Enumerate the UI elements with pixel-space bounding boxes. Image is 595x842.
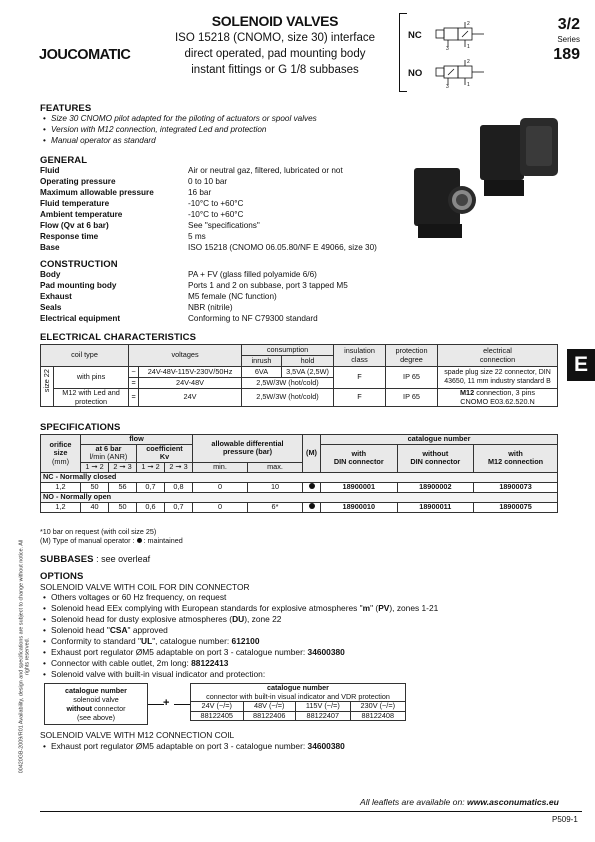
- footer-note: All leaflets are available on: www.asconumatics.eu: [360, 797, 559, 807]
- catalogue-box-connector: catalogue number connector with built-in visual indicator and VDR protection 24V (~/=) 48V (~/=) 115V (~/=) 230V (~/=) 88122405 88122406 88122407 88122408: [190, 683, 406, 721]
- construction-value: PA + FV (glass filled polyamide 6/6): [188, 270, 317, 280]
- general-value: Air or neutral gaz, filtered, lubricated or not: [188, 166, 343, 176]
- svg-text:3: 3: [446, 84, 449, 90]
- general-label: Base: [40, 242, 60, 252]
- subtitle-3: instant fittings or G 1/8 subbases: [191, 63, 359, 76]
- dc-voltages: 24V-48V: [139, 378, 242, 389]
- electrical-title: ELECTRICAL CHARACTERISTICS: [40, 332, 197, 343]
- option-item: • Solenoid valve with built-in visual indicator and protection:: [40, 669, 438, 680]
- specifications-table: [40, 434, 558, 513]
- header-title-block: [165, 13, 385, 78]
- r1-insulation: F: [334, 367, 386, 389]
- valve-symbol-icon: [432, 19, 494, 91]
- series-number: 189: [553, 45, 580, 63]
- th-flow: flow: [81, 435, 193, 445]
- construction-value: NBR (nitrile): [188, 303, 233, 313]
- subtitle-1: ISO 15218 (CNOMO, size 30) interface: [174, 31, 376, 44]
- section-tab-e: E: [567, 349, 595, 381]
- th-min: min.: [193, 462, 248, 472]
- general-list: [40, 166, 428, 253]
- option-item: • Solenoid head EEx complying with European standards for explosive atmospheres "m" (PV), zones 1-21: [40, 603, 438, 614]
- table-row-no: 1,2 40 50 0,6 0,7 0 6* 18900010 18900011 18900075: [41, 502, 558, 512]
- r2-insulation: F: [334, 389, 386, 407]
- general-label: Response time: [40, 231, 99, 241]
- r1-connection: spade plug size 22 connector, DIN 43650, 11 mm industry standard B: [438, 367, 558, 389]
- features-title: FEATURES: [40, 103, 92, 114]
- svg-text:1: 1: [467, 44, 470, 50]
- electrical-table: [40, 344, 558, 407]
- no-label: NO: [408, 68, 423, 79]
- th-voltages: voltages: [129, 345, 242, 367]
- feature-item: • Size 30 CNOMO pilot adapted for the piloting of actuators or spool valves: [40, 114, 317, 125]
- svg-text:1: 1: [467, 82, 470, 88]
- th-electrical: electrical connection: [438, 345, 558, 367]
- th-kv: coefficient Kv: [137, 445, 193, 463]
- options-subtitle-m12: SOLENOID VALVE WITH M12 CONNECTION COIL: [40, 730, 235, 740]
- th-hold: hold: [282, 356, 334, 367]
- series-label: Series: [557, 35, 580, 45]
- series-block: [530, 15, 580, 64]
- options-section: [40, 571, 438, 680]
- dc-consumption: 2,5W/3W (hot/cold): [242, 378, 334, 389]
- connector-line: [174, 704, 190, 705]
- construction-value: Conforming to NF C79300 standard: [188, 314, 318, 324]
- page-title: SOLENOID VALVES: [211, 13, 339, 29]
- r2-connection: M12 connection, 3 pins CNOMO E03.62.520.N: [438, 389, 558, 407]
- maintained-dot-icon: [303, 482, 321, 492]
- maintained-dot-icon: [303, 502, 321, 512]
- options-title: OPTIONS: [40, 571, 84, 582]
- connector-line: [148, 704, 164, 705]
- th-pressure: allowable differential pressure (bar): [193, 435, 303, 463]
- ac-hold: 3,5VA (2,5W): [282, 367, 334, 378]
- construction-title: CONSTRUCTION: [40, 259, 118, 270]
- construction-label: Body: [40, 270, 61, 280]
- general-label: Fluid: [40, 166, 60, 176]
- table-row-nc: 1,2 50 56 0,7 0,8 0 10 18900001 18900002 18900073: [41, 482, 558, 492]
- construction-section: [40, 259, 428, 325]
- side-legal-note: 00420GB-2009/R01 Availability, design and specifications are subject to change without notice. All rights reserved.: [18, 539, 31, 774]
- svg-text:2: 2: [467, 21, 470, 27]
- valve-function: 3/2: [557, 16, 580, 33]
- th-coil-type: coil type: [41, 345, 129, 367]
- spec-notes: [40, 527, 183, 546]
- m12-symbol: =: [129, 389, 139, 407]
- feature-item: • Manual operator as standard: [40, 136, 317, 147]
- footer-url[interactable]: www.asconumatics.eu: [467, 797, 559, 807]
- coil-with-pins: with pins: [54, 367, 129, 389]
- ac-symbol: ~: [129, 367, 139, 378]
- option-item: • Exhaust port regulator ØM5 adaptable on port 3 - catalogue number: 34600380: [40, 741, 345, 752]
- th-with-din: with DIN connector: [321, 445, 398, 473]
- general-label: Fluid temperature: [40, 199, 110, 209]
- page-number: P509-1: [552, 815, 578, 824]
- general-value: See "specifications": [188, 220, 260, 230]
- general-value: 16 bar: [188, 188, 212, 198]
- th-kv-23: 2 ➞ 3: [165, 462, 193, 472]
- option-item: • Solenoid head for dusty explosive atmospheres (DU), zone 22: [40, 614, 438, 625]
- svg-text:2: 2: [467, 59, 470, 65]
- feature-item: • Version with M12 connection, integrated Led and protection: [40, 125, 317, 136]
- r1-protection: IP 65: [386, 367, 438, 389]
- general-value: -10°C to +60°C: [188, 199, 244, 209]
- brand-logo: JOUCOMATIC: [39, 47, 131, 63]
- general-label: Flow (Qv at 6 bar): [40, 220, 109, 230]
- nc-group-label: NC - Normally closed: [41, 472, 558, 482]
- th-insulation: insulation class: [334, 345, 386, 367]
- general-label: Maximum allowable pressure: [40, 188, 154, 198]
- options-list: [40, 592, 438, 679]
- ac-voltages: 24V-48V-115V-230V/50Hz: [139, 367, 242, 378]
- nc-label: NC: [408, 30, 422, 41]
- general-value: -10°C to +60°C: [188, 210, 244, 220]
- ac-inrush: 6VA: [242, 367, 282, 378]
- construction-value: Ports 1 and 2 on subbase, port 3 tapped M5: [188, 281, 348, 291]
- option-item: • Solenoid head "CSA" approved: [40, 625, 438, 636]
- option-item: • Others voltages or 60 Hz frequency, on request: [40, 592, 438, 603]
- general-title: GENERAL: [40, 155, 88, 166]
- general-label: Ambient temperature: [40, 210, 123, 220]
- th-flow-23: 2 ➞ 3: [109, 462, 137, 472]
- dc-symbol: =: [129, 378, 139, 389]
- general-value: 5 ms: [188, 231, 206, 241]
- coil-m12: M12 with Led and protection: [54, 389, 129, 407]
- note-manual-operator: (M) Type of manual operator : : maintained: [40, 536, 183, 546]
- th-without-din: without DIN connector: [397, 445, 474, 473]
- m12-consumption: 2,5W/3W (hot/cold): [242, 389, 334, 407]
- option-item: • Conformity to standard "UL", catalogue number: 612100: [40, 636, 438, 647]
- th-flow-12: 1 ➞ 2: [81, 462, 109, 472]
- option-item: • Connector with cable outlet, 2m long: 88122413: [40, 658, 438, 669]
- no-group-label: NO - Normally open: [41, 492, 558, 502]
- option-item: • Exhaust port regulator ØM5 adaptable on port 3 - catalogue number: 34600380: [40, 647, 438, 658]
- th-orifice: orifice size (mm): [41, 435, 81, 473]
- th-kv-12: 1 ➞ 2: [137, 462, 165, 472]
- specs-title: SPECIFICATIONS: [40, 422, 121, 433]
- th-catalogue: catalogue number: [321, 435, 558, 445]
- note-pressure: *10 bar on request (with coil size 25): [40, 527, 157, 536]
- m12-voltage: 24V: [139, 389, 242, 407]
- th-consumption: consumption: [242, 345, 334, 356]
- svg-text:3: 3: [446, 46, 449, 52]
- th-protection: protection degree: [386, 345, 438, 367]
- th-max: max.: [248, 462, 303, 472]
- features-section: [40, 103, 317, 146]
- general-label: Operating pressure: [40, 177, 116, 187]
- th-at6: at 6 bar l/min (ANR): [81, 445, 137, 463]
- header-bracket: [399, 13, 401, 92]
- th-inrush: inrush: [242, 356, 282, 367]
- construction-label: Exhaust: [40, 292, 72, 302]
- footer-divider: [40, 811, 582, 812]
- general-section: [40, 155, 428, 254]
- r2-protection: IP 65: [386, 389, 438, 407]
- subtitle-2: direct operated, pad mounting body: [184, 47, 366, 60]
- construction-label: Electrical equipment: [40, 314, 121, 324]
- th-with-m12: with M12 connection: [474, 445, 558, 473]
- general-value: 0 to 10 bar: [188, 177, 228, 187]
- subbases-line: SUBBASES : see overleaf: [40, 554, 151, 565]
- construction-label: Pad mounting body: [40, 281, 117, 291]
- construction-value: M5 female (NC function): [188, 292, 277, 302]
- general-value: ISO 15218 (CNOMO 06.05.80/NF E 49066, size 30): [188, 242, 377, 252]
- plus-sign: +: [163, 697, 170, 709]
- th-m: (M): [303, 435, 321, 473]
- construction-label: Seals: [40, 303, 62, 313]
- options-subtitle-din: SOLENOID VALVE WITH COIL FOR DIN CONNECTOR: [40, 582, 250, 593]
- options-m12-list: [40, 741, 345, 752]
- catalogue-box-valve: catalogue number solenoid valve without connector (see above): [44, 683, 148, 725]
- size-cell: size 22: [41, 367, 54, 407]
- construction-list: [40, 270, 428, 325]
